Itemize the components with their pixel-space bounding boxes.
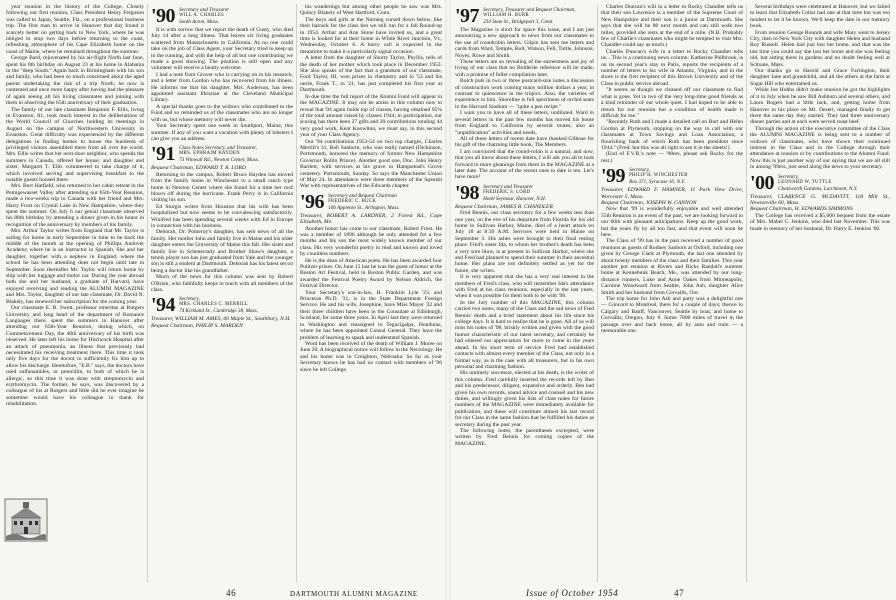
column-2 (151, 4, 293, 582)
paragraph: (End of F.V.B.'s note — '98ers, please ask Rocky for the rest.) (601, 151, 743, 164)
class-officers (328, 193, 400, 211)
officer-role: Secretary, (179, 296, 200, 303)
officer-name: FREDERIC S. LORD (483, 189, 531, 195)
officer-role: Secretary, Treasurer and Bequest Chairman, (483, 7, 576, 13)
paragraph: All of these letters of recent date have thanked Gilbose for his gift of the charming little book, The Members. (455, 135, 594, 149)
left-page-number: 46 (226, 588, 237, 598)
issue-date: Issue of October 1954 (526, 588, 619, 598)
dartmouth-hall-emblem (4, 498, 48, 542)
paragraph: Your Secretary's son-in-law, H. Franklin Lyle '23, and Princeton Ph.D. '31, is in the State Department Foreign Service. He and his wife, Josephine, have Miss Mayer '32 and their three children have been in the Consulate at Edinburgh, Scotland, for some three years. In April last they were returned to Washington and reassigned to Tegucigalpa, Honduras, where he has been appointed Consul General. They have the problem of learning to speak and understand Spanish. (300, 289, 442, 341)
paragraph: These letters are so revealing of the earnestness and joy of living of our class that no Bolderite reference will be made, with a promise of fuller compilation later. (455, 59, 594, 78)
column-rule (296, 4, 297, 582)
officer-name: FREDERIC C. BUCK (328, 198, 377, 204)
paragraph: Fred Bennis, our class secretary for a few weeks less than one year, on the eve of his departure from Florida for his old home in Sullivan Harbor, Maine, died of a heart attack on July 18 at 8:30 A.M. Services were held in Maine on September 3. His ashes were brought to their final resting place. Fred's sister Ida, to whom her brother's death has been a very sore blow, is at present in Sullivan Harbor, where she and Fred had planned to spend their summer in their ancestral home. Her plans are not definitely settled as yet for the future, she writes. (455, 210, 594, 274)
class-officers (629, 167, 688, 185)
officer-address: South Acton, Mass. (179, 19, 220, 25)
bequest-chairman-line: Bequest Chairman, EDWARD T. R. LORD (151, 165, 246, 172)
officer-role: Class Notes Secretary, and Treasurer, (179, 145, 257, 152)
bequest-chairman-line: Bequest Chairman, PHILIP S. MARDEN (151, 322, 243, 329)
paragraph: I had a note from Grover who is carrying on in his research, and a letter from Gordon who has recovered from his illness. He informs me that his daughter, Mrs. Anderson, has been appointed assistant librarian at the Cleveland Municipal Library. (151, 71, 293, 104)
officer-name: MRS. EPHRAIM HAYDEN (179, 151, 240, 157)
paragraph: A letter from the daughter of Shorty Taylor, Phyllis, tells of the death of her mother which took place in December 1953. She also speaks of the fact that a grandson of our classmate, Ford Taylor, III, won prizes in chemistry and in '53 and his uncle, Frank T., in '21, has just completed his first year at Dartmouth. (300, 55, 442, 94)
column-5 (601, 4, 743, 582)
treasurer-line: Treasurer, EDWARD F. HAMNER, 11 Park View Drive, Worcester 5, Mass. (601, 187, 743, 200)
paragraph: While Joe Hobbs didn't make reunion he got the highlights of it in July when he saw Bill Ashburn and several others, and Laura Rogers had a little luck, and, getting home from Hanover to his place on Mt. Desert, managed finally to get there the same day they started. They had three anniversary dinner parties and at each were served roast beef. (750, 87, 890, 126)
paragraph: year reunion in the history of the College. Closely following our first reunion, Class President Henry Ferguson was called to Japan, Seattle, Fla., on a professional business trip. The first man to arrive in Hanover that day found it scarcely better on getting back to New York, where he was obliged to stop two days before returning to the coast, refreshing atmosphere of his Cape Elizabeth home on the coast of Maine, where he remained throughout the summer. (6, 4, 144, 55)
class-year: '00 (750, 171, 775, 194)
officer-name: WILLIAM H. BURR (483, 13, 529, 18)
paragraph: Charles Duncan's will in a letter to Rocky Chandler tells us that their son Lawrence is a member of the Supreme Court of New Hampshire and their son is a junior at Dartmouth. She says that she will be 80 next month and can still walk two miles, provided she rests at the end of a mile. (N.B. Probably few of Charlie's classmates who might be tempted to visit Mrs. Chandler could say as much.) (601, 4, 743, 49)
column-rule (746, 4, 747, 582)
class-heading-1896 (300, 190, 442, 213)
paragraph: his wanderings but among other people he saw was Mrs. Quincy Blakely of West Hartford, Conn. (300, 4, 442, 17)
officer-name: WILL A. CHARLES (179, 13, 225, 18)
treasurer-line: Treasurer, ROBERT A. LARDNER, 2 Forest Rd., Cape Elizabeth, Me. (300, 212, 442, 226)
column-1 (6, 4, 144, 582)
paragraph: I want you to have all of these letters, undiluted. Ward in several letters in the past few months has moved his home from England to California by several routes; also an "unpublication" activities and needs. (455, 110, 594, 136)
officer-address: 74 Kirkland St., Cambridge 38, Mass. (179, 308, 258, 315)
class-officers (179, 145, 259, 163)
paragraph: Our classmate E. B. Swett, professor emeritus at Rutgers University and long head of the department of Romance Languages there, spent the summers in Hanover after attending our 65th-Year Reunion, during which, on Commencement Day, the 40th anniversary of his birth was observed. He later left his home for Hitchcock Hospital after an attack of pneumonia, an illness that previously had necessitated his receiving treatment there. This time it took only five days for the doctor to sufficiently fix him up to allow his discharge. Heretofore, "E.B." says, the doctors have used sulfanamides, or penicillin, to both of which he is allergic, so this time it was done with streptomycin and erythromycin. The former, he says, was discovered by a colleague of his at Rutgers and little did he ever imagine he sometime would have his colleague to thank for rehabilitation. (6, 305, 144, 408)
class-officers (483, 184, 546, 202)
paragraph: In the July number of this MAGAZINE, this column carried two notes, many of the Class and the sad news of Fred Bennis' death and a brief statement about his life since his college days. It is hard to realize that he is gone. All of us will miss his notes of '98, briskly written and given with the good humor characteristic of our latest secretary, and certainly he had entered our appreciation for more to come in the years ahead. In his short term of service Fred had established contacts with almost every member of the Class, not only in a formal way, as is the case with all treasurers, but in his own personal and charming fashion. (455, 299, 594, 370)
paragraph: The boys and girls at the Nutmeg cursed down below, like their barrack for the class ties we still run for a fall Round-up in 1954. Arthur and Ann Stone have invited us, and a great time is looked for at their home in White River Junction, Vt., Wednesday, October 6. A hurry call is expected in the meantime to make it a particularly signal occasion. (300, 16, 442, 55)
paragraph: The following notes, the parentheses excerpted, were written by Fred Bennis for coming copies of the MAGAZINE. (455, 427, 594, 447)
paragraph: Our thanks go to Harold and Grace Farrington, their daughter Jane and grandchild, and all the others at the farm at Sugar Hill who entertained us. (750, 68, 890, 87)
paragraph: It is with sorrow that we report the death of Gusty, who died July 14 after a long illness. That leaves six living graduates scattered from Massachusetts to California. As no one could take on the job of Class Agent, your Secretary tried to keep up in the running, and with the help of all but one contributing we made a good showing. The position is still open and any volunteer will receive a hearty welcome. (151, 27, 293, 72)
class-officers (179, 7, 229, 25)
paragraph: From reunion George Rounds and wife Mary went to Jersey City, then to New York City with daughter Helen and husband Roy Russell. Helen had just lost her home, and that was the last time you could say she lost her home and she was feeling old, but sitting there in gardens and no doubt feeling well at Scituate, Mass. (750, 29, 890, 68)
paragraph: Deborah, Dr. Pomeroy's daughter, has sent news of all the family. Her mother John and family live in Maine and his older daughter enters the University of Maine this fall. Her sister and family live in Schenectady and Brother Shaw's daughter, a tennis player son has just graduated from Yale and the younger son is still a student at Dartmouth. Deborah has his latest set on being a doctor like his grandfather. (151, 229, 293, 274)
class-officers (179, 296, 258, 314)
treasurer-line: Treasurer, CLARENCE G. MCDAVITT, 118 Mill St., Newtonville 60, Mass. (750, 193, 890, 206)
paragraph: A special thanks goes to the widows who contributed to the Fund and so reminded us of the classmates who are no longer with us, but whose memory will never die. (151, 103, 293, 123)
paragraph: Mrs. Burr Hatfield, who returned to her cabin retreat in the Pemigewasset Valley after attending our 65th-Year Reunion, made a two-weeks trip to Canada with her friend and Mrs. Harry Frost on Crystal Lake in New Hampshire, where they spent the summer. On July 6 our genial classmate observed his 88th birthday by attending a dinner given in his honor in recognition of the anniversary by members of his family. (6, 183, 144, 228)
paragraph: George Bard, rejuvenated by his air-flight North last June, spent his 8th birthday on August 23 at his home in Alabama in the "deep South." Again back in Birmingham with his son and family, who had been so much concerned about the aged parent undertaking the risk of a trip North, he now is contented and once more happy after having had the pleasure of again seeing all his living classmates and joining with them in observing the 65th anniversary of their graduation. (6, 55, 144, 107)
bequest-chairman-line: Bequest Chairman, H. EDWARDS SIMMONS (750, 206, 853, 213)
class-heading-1900 (750, 171, 890, 194)
magazine-title: DARTMOUTH ALUMNI MAGAZINE (290, 590, 418, 598)
paragraph: Much of the news for this column was sent by Robert O'Brien, who faithfully keeps in touch with all members of the class. (151, 274, 293, 294)
class-heading-1897 (455, 7, 594, 25)
officer-role: Secretary and Treasurer (483, 183, 534, 190)
paragraph: Your Secretary spent one week in Southport, Maine, this summer. If any of you want a vacation with plenty of lobsters I can give you an address. (151, 123, 293, 142)
class-year: '97 (455, 5, 480, 27)
officer-role: Secretary and Treasurer (179, 7, 230, 13)
paragraph: Word has been received of the death of William J. Moree on June 20. A biographical notice will follow in the Necrology. He and his home was in Creighton, Nebraska. So far as your Secretary knows he has had no contact with members of '96 since he left College. (300, 340, 442, 373)
class-year: '91 (151, 143, 176, 166)
bequest-chairman-line: Bequest Chairman, JOSEPH W. CANNON (601, 199, 697, 206)
officer-address: Hotel Seymour, Hanover, N.H. (483, 195, 547, 202)
paragraph: Another honor has come to our classmate, Robert Frost. He was a member of 1896 although he only attended for a few months and his son the most widely known member of our class. His very wonderful poetry in read and known and loved by countless numbers. (300, 225, 442, 258)
class-heading-1894 (151, 294, 293, 317)
paragraph: Returning to the campus, Robert Bruce Hayden has moved from the family home in Winchester to a small ranch type home in Newton Center where she found for a time her roof blown off during the hurricane. Frank Perry is in California visiting his son. (151, 171, 293, 204)
class-heading-1899 (601, 165, 743, 188)
paragraph: The College has received a $5,000 bequest from the estate of Mrs. Mabel C. Jenkins, who died last November. This was made in memory of her husband, Dr. Harry E. Jenkins '00. (750, 212, 890, 232)
officer-address: Box 371, Syracuse 10, N.Y. (629, 179, 686, 186)
column-4 (455, 4, 594, 582)
class-year: '94 (151, 294, 176, 317)
officer-address: Chatsworth Gardens, Larchmont, N.Y. (778, 185, 858, 192)
paragraph: His untimely successor, elected at his death, is the writer of this column. Fred carefully inserted the records left by Ben and his predecessor, diligent, expansive and orderly. Ben had given his own records, sound advice and counsel and his new duties, and willingly given his lists of class notes for future numbers of the MAGAZINE were immediately available for publication, and these will constitute almost his last record for our Class in the same fashion that he fulfilled his duties as secretary during the past year. (455, 370, 594, 428)
column-3 (300, 4, 442, 582)
officer-name: LEONARD W. TUTTLE (778, 179, 832, 185)
paragraph: Our '94 contributions 1953-54 on two top charges, Charles Merrill's 31, Bob Sanborn, who was really named (Dickinson, Portsmouth, honored the memory of former New Hampshire Governor Rollin Prince). Another good one, Doc. John Henry Bartlett, with services at his grave in Hampstead's Grove cemetery. Portsmouth, Sunday. So says the Manchester Union of May 24. In attendance were three members of the Spanish War with representatives of the Edwards chapter. (300, 138, 442, 190)
officer-address: 106 Appleton St., Arlington, Mass. (328, 204, 400, 211)
class-year: '96 (300, 190, 325, 213)
class-heading-1898 (455, 181, 594, 204)
class-year: '98 (455, 181, 480, 204)
bequest-chairman-line: Bequest Chairman, JAMES B. CHANDLER (455, 203, 553, 210)
class-officers (778, 174, 857, 192)
paragraph: The Magazine is short for space this issue, and I am just announcing a new approach to news from our classmates to the use of roundrobin letters. Gilpin has sent me letters and cards from Ward, Temple, Bolt, Watson, Fell, Tuttle, Johnson, Noyes, Rowe and Smith. (455, 27, 594, 59)
class-year: '90 (151, 5, 176, 27)
paragraph: Ed Sturgis writes from Houston that his wife has been hospitalized but now seems to be convalescing satisfactorily. Winifred has been spending several weeks with Ed in Europe in connection with his business. (151, 203, 293, 229)
officer-name: MRS. CHARLES C. MERRILL (179, 302, 249, 308)
paragraph: He is the dean of American poets. He has been awarded four Pulitzer prizes. On June 15 last he was the guest of honor at the Boston Art Festival, held in Boston Public Garden, and was awarded the Festival Poetry Award by Nelson Aldrich, the Festival Director. (300, 257, 442, 290)
paragraph: The family of our late classmate Benjamin F. Ellis, living in Evanston, Ill., took much interest in the deliberations of the World Council of Churches holding its meetings in August on the campus of Northwestern University in Evanston. Great difficulty was experienced by the different delegations in finding homes to house the hundreds of privileged visitors assembled there from all over the world. Mrs. Ellis writes that her next-door neighbor, who spends the summers in Canada, offered her house; and daughter and sister, Margaret T. Ellis volunteered to take charge of it, which involved serving and supervising breakfast to the notable guests housed there. (6, 106, 144, 183)
paragraph: It is very apparent that she has a very real interest in the members of Fred's class, who will remember Ida's attendance with Fred at his class reunions, especially in the last years, when it was possible for them both to be with '98. (455, 274, 594, 300)
officer-address: 234 State St., Bridgeport 3, Conn. (483, 19, 554, 25)
paragraph: Charles Duncan's wife in a letter to Rocky Chandler tells us... This is a continuing news column: Katherine Philbrook, is on its second year's stay in Paris, reports the recipients of a number of letters to his wife in Atlantic, Virginia, and in the shore is the first recipient of this Brown University and of the Class in public service abroad. (601, 48, 743, 87)
officer-role: Secretary, (629, 167, 650, 174)
paragraph: The trip home for John Ash and party was a delightful one — Concord to Montreal, there for a couple of days; thence to Calgary and Banff, Vancouver, Seattle by boat, and home to Corvallis, Oregon, July 8. Some 7000 miles of travel in the passage over and back home, all by auto and train — a memorable one. (601, 296, 743, 335)
column-rule (597, 4, 598, 582)
treasurer-line: Treasurer, WILLIAM M. AMES, 60 Maple St., Southbury, N.H. (151, 316, 291, 323)
paragraph: Bolch puts in two or three postcard-size notes a discussion of construction work coming many million dollars a year, in contrast to quiescence in the tropics. Also, the varieties of experience in him. Shoreline is full specimens of orchid seats in the Harvard Stadium — "quite a pen recipe." (455, 78, 594, 110)
paragraph: Several birthdays were celebrated at Hanover, but we failed to learn that Elizabeth Collar had one at that time but was too modest to let it be known. We'll keep the date in our memory book. (750, 4, 890, 30)
paragraph: Now that '99 is wonderfully enjoyable and well attended 55th Reunion is an event of the past, we are looking forward to our 60th with pleasant anticipations. Keep up the good work, but the years fly by all too fast, and that event will soon be here. (601, 206, 743, 238)
paragraph: Mrs. Arthur Taylor writes from England that Mr. Taylor is sailing for home in early September in time to be back the middle of the month at the opening of Phillips Andover Academy where he is an instructor in Spanish. She and her daughter, together with a nephew in England, where the school he has been attending does not begin until late in September. Soon thereafter Mr. Taylor will return home by ship with her luggage and motor car. During the year abroad both she and her husband, a graduate of Harvard, have enjoyed receiving and reading the ALUMNI MAGAZINE and Mrs. Taylor, daughter of our late classmate, Dr. David N. Blakely, has renewed her subscription for the coming year. (6, 228, 144, 305)
class-officers (483, 7, 576, 25)
class-heading-1890 (151, 7, 293, 25)
paragraph: "It seems as though we cleaned off our classmate to find what is gone. Yet in two of the very long-time good friends as a kind reminder of our whole quiet. I had hoped to be able to return for our reunion but a condition of health made it difficult for me." (601, 87, 743, 119)
paragraph: "Recently Ruth and I made a detailed call on Burt and Helen Gordon at Plymouth, stopping on the way to call with our classmates at Town Savings and Loan Association, a flourishing bank of which Ruth has been president since 1944." (Fred: but this was all right to see it in the sheets!) (601, 119, 743, 151)
right-page-number: 47 (674, 588, 685, 598)
paragraph: In due time the full report of the Alumni Fund will appear in the MAGAZINE. It may not be amiss in this column now to reveal that '94 again holds top of classes, having obtained 95% of the total amount raised by classes 1944; in participation, our scoring has there been 27 gifts and 20 contributions totaling 44 very good work, Kent Knowlton, we must say, in this second year of your Class Agency. (300, 93, 442, 139)
column-rule (147, 4, 148, 582)
paragraph: I am convinced that the round-robin is a natural, and now, that you all know about these letters, I will ask you all to look forward to more gleanings from them in the MAGAZINE at a later date. The account of the recent ones to date is ten. Let's have more! (455, 148, 594, 181)
officer-address: 73 Winwall Rd., Newton Center, Mass. (179, 157, 260, 164)
officer-role: Secretary, (778, 173, 799, 180)
class-heading-1891 (151, 143, 293, 166)
class-year: '99 (601, 165, 626, 188)
column-6 (750, 4, 890, 582)
paragraph: The Class of '99 has in the past received a number of good reunions as guests of Rodney Sanborn at Oxford, including one given by George Clark at Plymouth, the last one attended by about twenty members of the class and their families. This year another pot reunion at Rivers and Ricks Randall's summer home at Kennebunk Beach, Me., was attended by our long-distance runners, Luke and Anne Oakes from Minneapolis, Caroline Woodward from Seattle, John Ash, daughter Alice Smith and her husband from Corvallis, Ore. (601, 238, 743, 296)
officer-name: PHILIP H. WINCHESTER (629, 173, 688, 179)
page-gutter (445, 0, 451, 600)
officer-role: Secretary and Bequest Chairman (328, 192, 397, 199)
paragraph: Through the action of the executive committee of the Class the ALUMNI MAGAZINE is being sent to a number of widows of classmates, who have shown their continued interest in the Class and in the College through their attendance at reunion or by contributions to the Alumni Fund. Now this is just another way of our saying that we are all still in among '99ers, just send along the news to your secretary. (750, 125, 890, 171)
